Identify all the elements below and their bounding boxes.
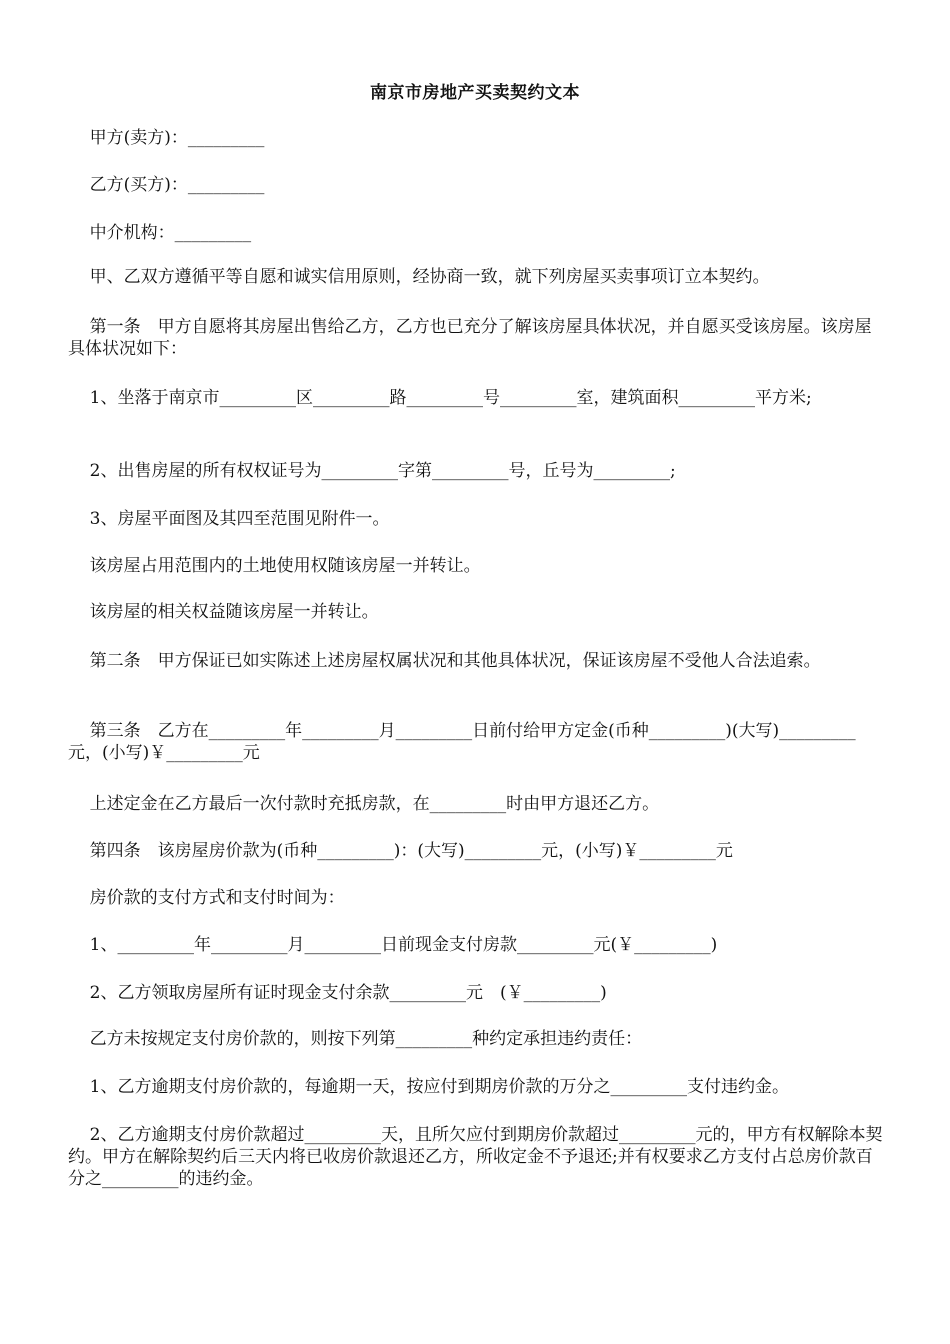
payment-item-2: 2、乙方领取房屋所有证时现金支付余款_________元 (￥_________)	[68, 983, 607, 1003]
article-1-item-3: 3、房屋平面图及其四至范围见附件一。	[68, 509, 390, 529]
article-2-paragraph: 第二条 甲方保证已如实陈述上述房屋权属状况和其他具体状况，保证该房屋不受他人合法追索。	[68, 651, 821, 671]
breach-intro-paragraph: 乙方未按规定支付房价款的，则按下列第_________种约定承担违约责任：	[68, 1029, 643, 1049]
article-1-item-2: 2、出售房屋的所有权权证号为_________字第_________号，丘号为_________;	[68, 461, 676, 481]
article-1-paragraph: 第一条 甲方自愿将其房屋出售给乙方，乙方也已充分了解该房屋具体状况，并自愿买受该房屋。该房屋具体状况如下：	[68, 317, 872, 359]
breach-item-1: 1、乙方逾期支付房价款的，每逾期一天，按应付到期房价款的万分之_________支付违约金。	[68, 1077, 789, 1097]
breach-item-2: 2、乙方逾期支付房价款超过_________天，且所欠应付到期房价款超过_________元的，甲方有权解除本契约。甲方在解除契约后三天内将已收房价款退还乙方，所收定金不予退还;并有权要求乙方支付占总房价款百分之_________的违约金。	[68, 1125, 883, 1189]
rights-paragraph: 该房屋的相关权益随该房屋一并转让。	[68, 602, 379, 622]
agency-line: 中介机构：_________	[68, 223, 252, 243]
party-a-line: 甲方(卖方)：_________	[68, 128, 265, 148]
document-title: 南京市房地产买卖契约文本	[370, 83, 580, 103]
payment-item-1: 1、_________年_________月_________日前现金支付房款_________元(￥_________)	[68, 935, 718, 955]
article-4-paragraph: 第四条 该房屋房价款为(币种_________)：(大写)_________元，(小写)￥_________元	[68, 841, 733, 861]
party-b-line: 乙方(买方)：_________	[68, 175, 265, 195]
preamble-paragraph: 甲、乙双方遵循平等自愿和诚实信用原则，经协商一致，就下列房屋买卖事项订立本契约。	[68, 267, 770, 287]
article-1-item-1: 1、坐落于南京市_________区_________路_________号_________室，建筑面积_________平方米;	[68, 388, 812, 408]
land-use-paragraph: 该房屋占用范围内的土地使用权随该房屋一并转让。	[68, 556, 481, 576]
article-3-paragraph: 第三条 乙方在_________年_________月_________日前付给甲方定金(币种_________)(大写)_________元，(小写)￥_________元	[68, 721, 856, 763]
payment-method-heading: 房价款的支付方式和支付时间为：	[68, 888, 345, 908]
deposit-offset-paragraph: 上述定金在乙方最后一次付款时充抵房款，在_________时由甲方退还乙方。	[68, 794, 660, 814]
